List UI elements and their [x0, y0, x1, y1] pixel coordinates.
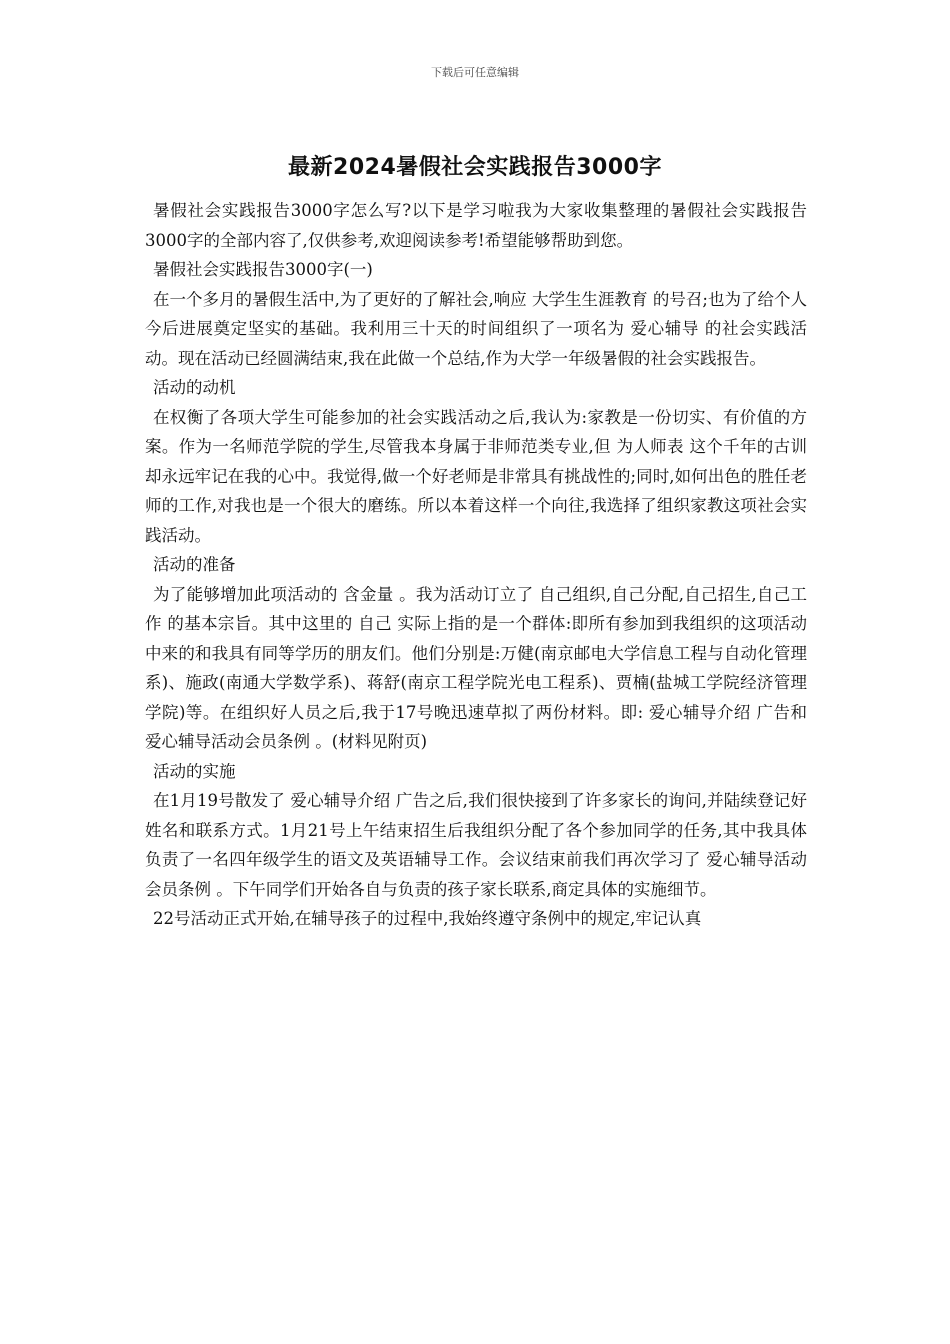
document-body — [145, 196, 807, 934]
paragraph-motivation: 在权衡了各项大学生可能参加的社会实践活动之后,我认为:家教是一份切实、有价值的方案。作为一名师范学院的学生,尽管我本身属于非师范类专业,但 为人师表 这个千年的古训却永远牢记在我的心中。我觉得,做一个好老师是非常具有挑战性的;同时,如何出色的胜任老师的工作,对我也是一个很大的磨练。所以本着这样一个向往,我选择了组织家教这项社会实践活动。 — [145, 407, 807, 545]
paragraph-overview: 在一个多月的暑假生活中,为了更好的了解社会,响应 大学生生涯教育 的号召;也为了给个人今后进展奠定坚实的基础。我利用三十天的时间组织了一项名为 爱心辅导 的社会实践活动。现在活动已经圆满结束,我在此做一个总结,作为大学一年级暑假的社会实践报告。 — [145, 289, 807, 368]
paragraph-preparation: 为了能够增加此项活动的 含金量 。我为活动订立了 自己组织,自己分配,自己招生,自己工作 的基本宗旨。其中这里的 自己 实际上指的是一个群体:即所有参加到我组织的这项活动中来的和我具有同等学历的朋友们。他们分别是:万健(南京邮电大学信息工程与自动化管理系)、施政(南通大学数学系)、蒋舒(南京工程学院光电工程系)、贾楠(盐城工学院经济管理学院)等。在组织好人员之后,我于17号晚迅速草拟了两份材料。即: 爱心辅导介绍 广告和 爱心辅导活动会员条例 。(材料见附页) — [145, 584, 807, 751]
section-heading-part-one: 暑假社会实践报告3000字(一) — [153, 260, 373, 279]
document-title: 最新2024暑假社会实践报告3000字 — [288, 155, 662, 180]
section-heading-implementation: 活动的实施 — [153, 761, 236, 781]
paragraph-intro: 暑假社会实践报告3000字怎么写?以下是学习啦我为大家收集整理的暑假社会实践报告3000字的全部内容了,仅供参考,欢迎阅读参考!希望能够帮助到您。 — [145, 201, 807, 250]
section-heading-preparation: 活动的准备 — [153, 555, 236, 574]
paragraph-start: 22号活动正式开始,在辅导孩子的过程中,我始终遵守条例中的规定,牢记认真 — [153, 909, 702, 928]
section-heading-motivation: 活动的动机 — [153, 378, 236, 397]
page-header-note: 下载后可任意编辑 — [431, 66, 519, 79]
paragraph-implementation: 在1月19号散发了 爱心辅导介绍 广告之后,我们很快接到了许多家长的询问,并陆续登记好姓名和联系方式。1月21号上午结束招生后我组织分配了各个参加同学的任务,其中我具体负责了一名四年级学生的语文及英语辅导工作。会议结束前我们再次学习了 爱心辅导活动会员条例 。下午同学们开始各自与负责的孩子家长联系,商定具体的实施细节。 — [145, 791, 807, 899]
